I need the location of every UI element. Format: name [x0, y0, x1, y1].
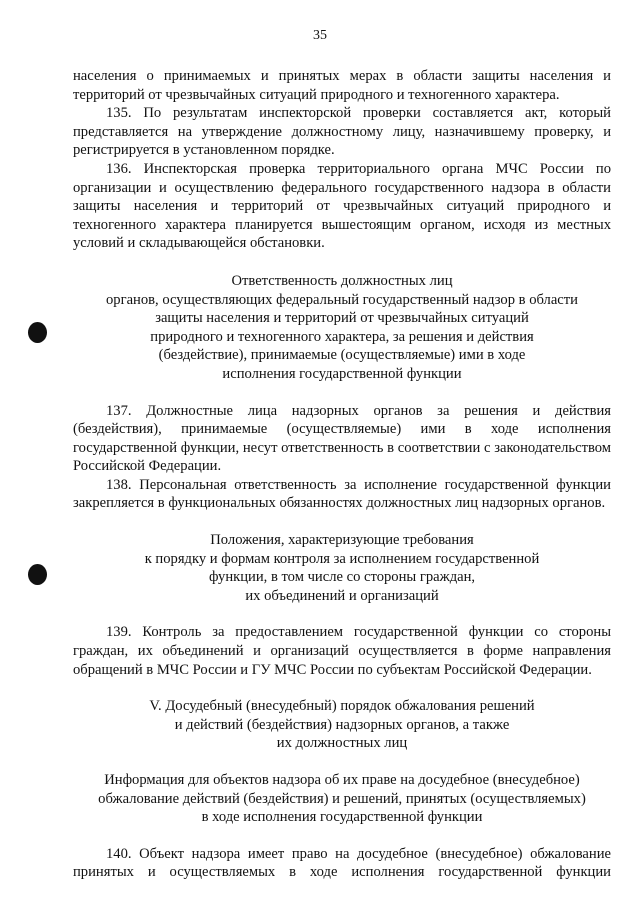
heading-line: Ответственность должностных лиц: [231, 272, 453, 289]
heading-line: V. Досудебный (внесудебный) порядок обжалования решений: [149, 698, 535, 715]
binder-hole-bottom: [28, 564, 47, 585]
paragraph-140: 140. Объект надзора имеет право на досудебное (внесудебное) обжалование принятых и осуществляемых в ходе исполнения государственной функции: [73, 845, 611, 881]
heading-line: (бездействие), принимаемые (осуществляемые) ими в ходе: [158, 347, 526, 364]
heading-section-v: [73, 697, 611, 753]
paragraph-continued: населения о принимаемых и принятых мерах в области защиты населения и территорий от чрезвычайных ситуаций природного и техногенного характера.: [73, 68, 611, 103]
page-number: 35: [313, 28, 327, 43]
heading-line: в ходе исполнения государственной функции: [201, 809, 483, 826]
heading-line: и действий (бездействия) надзорных органов, а также: [174, 716, 510, 733]
paragraph-138: 138. Персональная ответственность за исполнение государственной функции закрепляется в функциональных обязанностях должностных лиц надзорных органов.: [73, 476, 611, 512]
heading-control-provisions: [73, 531, 611, 605]
heading-line: функции, в том числе со стороны граждан,: [208, 569, 476, 586]
document-body: [73, 67, 611, 882]
heading-line: Положения, характеризующие требования: [210, 532, 474, 549]
heading-appeal-information: [73, 771, 611, 827]
heading-line: Информация для объектов надзора об их праве на досудебное (внесудебное): [104, 772, 580, 788]
heading-responsibility: [73, 272, 611, 384]
binder-hole-top: [28, 322, 47, 343]
paragraph-139: 139. Контроль за предоставлением государственной функции со стороны граждан, их объединений и организаций осуществляется в форме направления обращений в МЧС России и ГУ МЧС России по субъектам Российской Федерации.: [73, 624, 611, 678]
paragraph-136: 136. Инспекторская проверка территориального органа МЧС России по организации и осуществлению федерального государственного надзора в области защиты населения и территорий от чрезвычайных ситуаций природного и техногенного характера планируется вышестоящим органом, исходя из местных условий и складывающейся обстановки.: [73, 160, 611, 252]
heading-line: их объединений и организаций: [245, 587, 439, 604]
paragraph-137: 137. Должностные лица надзорных органов за решения и действия (бездействия), принимаемые (осуществляемые) ими в ходе исполнения государственной функции, несут ответственность в соответствии с законодательством Российской Федерации.: [73, 402, 611, 475]
heading-line: их должностных лиц: [276, 735, 408, 752]
heading-line: обжалование действий (бездействия) и решений, принятых (осуществляемых): [98, 790, 586, 807]
paragraph-135: 135. По результатам инспекторской проверки составляется акт, который представляется на утверждение должностному лицу, назначившему проверку, и регистрируется в установленном порядке.: [73, 105, 611, 159]
heading-line: исполнения государственной функции: [222, 365, 462, 382]
heading-line: природного и техногенного характера, за решения и действия: [150, 328, 534, 345]
heading-line: к порядку и формам контроля за исполнением государственной: [144, 550, 540, 567]
heading-line: защиты населения и территорий от чрезвычайных ситуаций: [155, 310, 529, 327]
heading-line: органов, осуществляющих федеральный государственный надзор в области: [106, 291, 578, 308]
